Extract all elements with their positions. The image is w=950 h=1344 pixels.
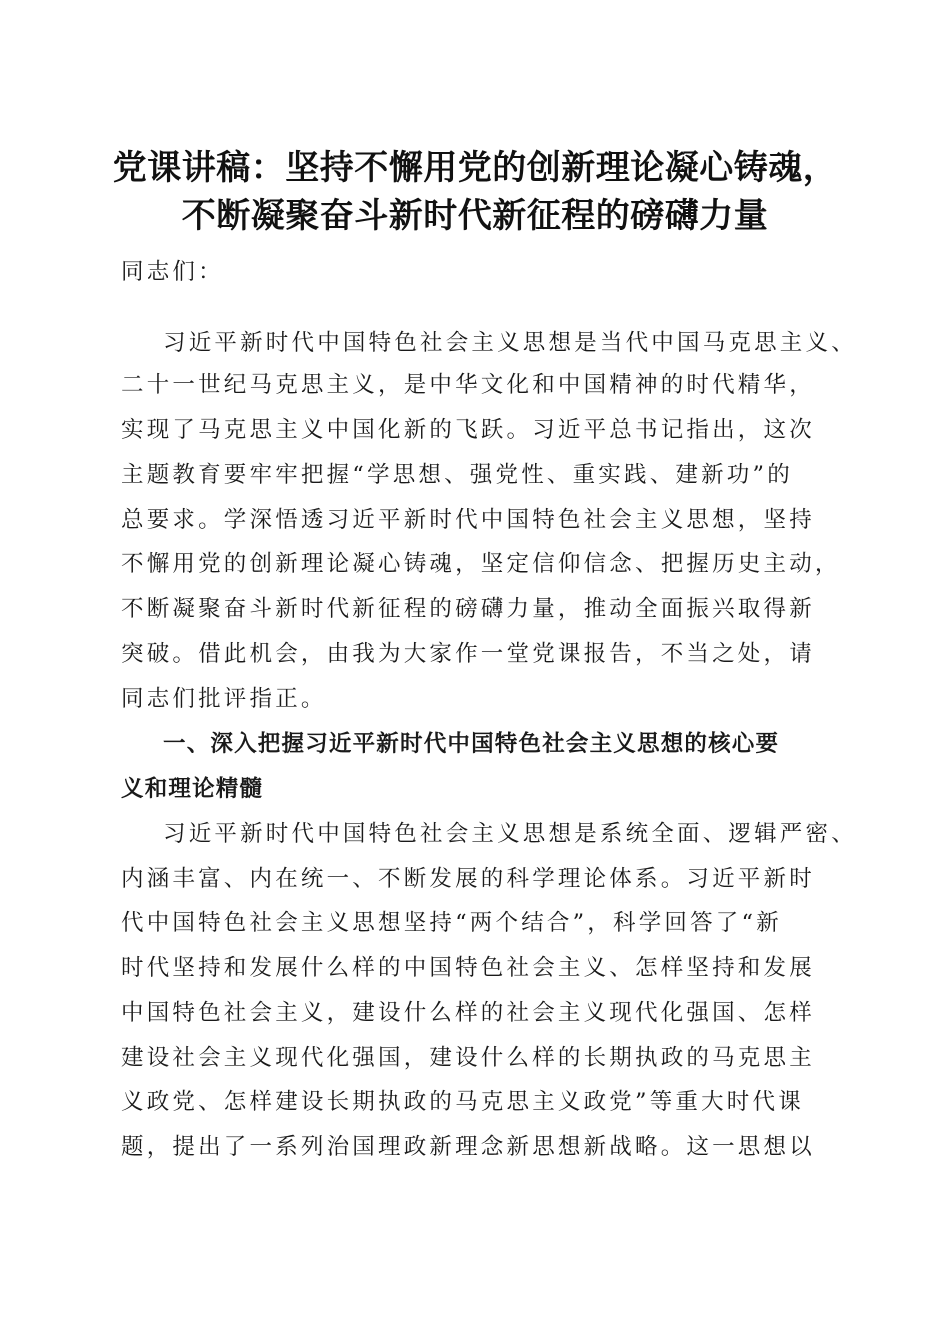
paragraph-1-line: 总要求。学深悟透习近平新时代中国特色社会主义思想，坚持 <box>121 507 815 533</box>
paragraph-2-line: 习近平新时代中国特色社会主义思想是系统全面、逻辑严密、 <box>163 821 857 847</box>
paragraph-1-line: 突破。借此机会，由我为大家作一堂党课报告，不当之处，请 <box>121 641 815 667</box>
paragraph-2-line: 义政党、怎样建设长期执政的马克思主义政党”等重大时代课 <box>121 1089 804 1115</box>
paragraph-2-line: 建设社会主义现代化强国，建设什么样的长期执政的马克思主 <box>121 1045 815 1071</box>
paragraph-1-line: 不断凝聚奋斗新时代新征程的磅礴力量，推动全面振兴取得新 <box>121 596 815 622</box>
paragraph-2-line: 内涵丰富、内在统一、不断发展的科学理论体系。习近平新时 <box>121 866 815 892</box>
paragraph-2-line: 中国特色社会主义，建设什么样的社会主义现代化强国、怎样 <box>121 1000 815 1026</box>
paragraph-1-line: 同志们批评指正。 <box>121 686 327 712</box>
section-heading-line: 一、深入把握习近平新时代中国特色社会主义思想的核心要 <box>163 731 780 757</box>
paragraph-1-line: 主题教育要牢牢把握“学思想、强党性、重实践、建新功”的 <box>121 462 793 488</box>
paragraph-2-line: 代中国特色社会主义思想坚持“两个结合”，科学回答了“新 <box>121 910 782 936</box>
document-title-line-2: 不断凝聚奋斗新时代新征程的磅礴力量 <box>181 196 769 236</box>
section-heading-line: 义和理论精髓 <box>121 776 264 802</box>
paragraph-2-line: 题，提出了一系列治国理政新理念新思想新战略。这一思想以 <box>121 1134 815 1160</box>
paragraph-1-line: 不懈用党的创新理论凝心铸魂，坚定信仰信念、把握历史主动， <box>121 551 841 577</box>
paragraph-1-line: 习近平新时代中国特色社会主义思想是当代中国马克思主义、 <box>163 330 857 356</box>
paragraph-2-line: 时代坚持和发展什么样的中国特色社会主义、怎样坚持和发展 <box>121 955 815 981</box>
paragraph-1-line: 二十一世纪马克思主义，是中华文化和中国精神的时代精华， <box>121 372 815 398</box>
document-title-line-1: 党课讲稿：坚持不懈用党的创新理论凝心铸魂， <box>112 148 838 188</box>
salutation: 同志们： <box>121 259 224 285</box>
paragraph-1-line: 实现了马克思主义中国化新的飞跃。习近平总书记指出，这次 <box>121 417 815 443</box>
